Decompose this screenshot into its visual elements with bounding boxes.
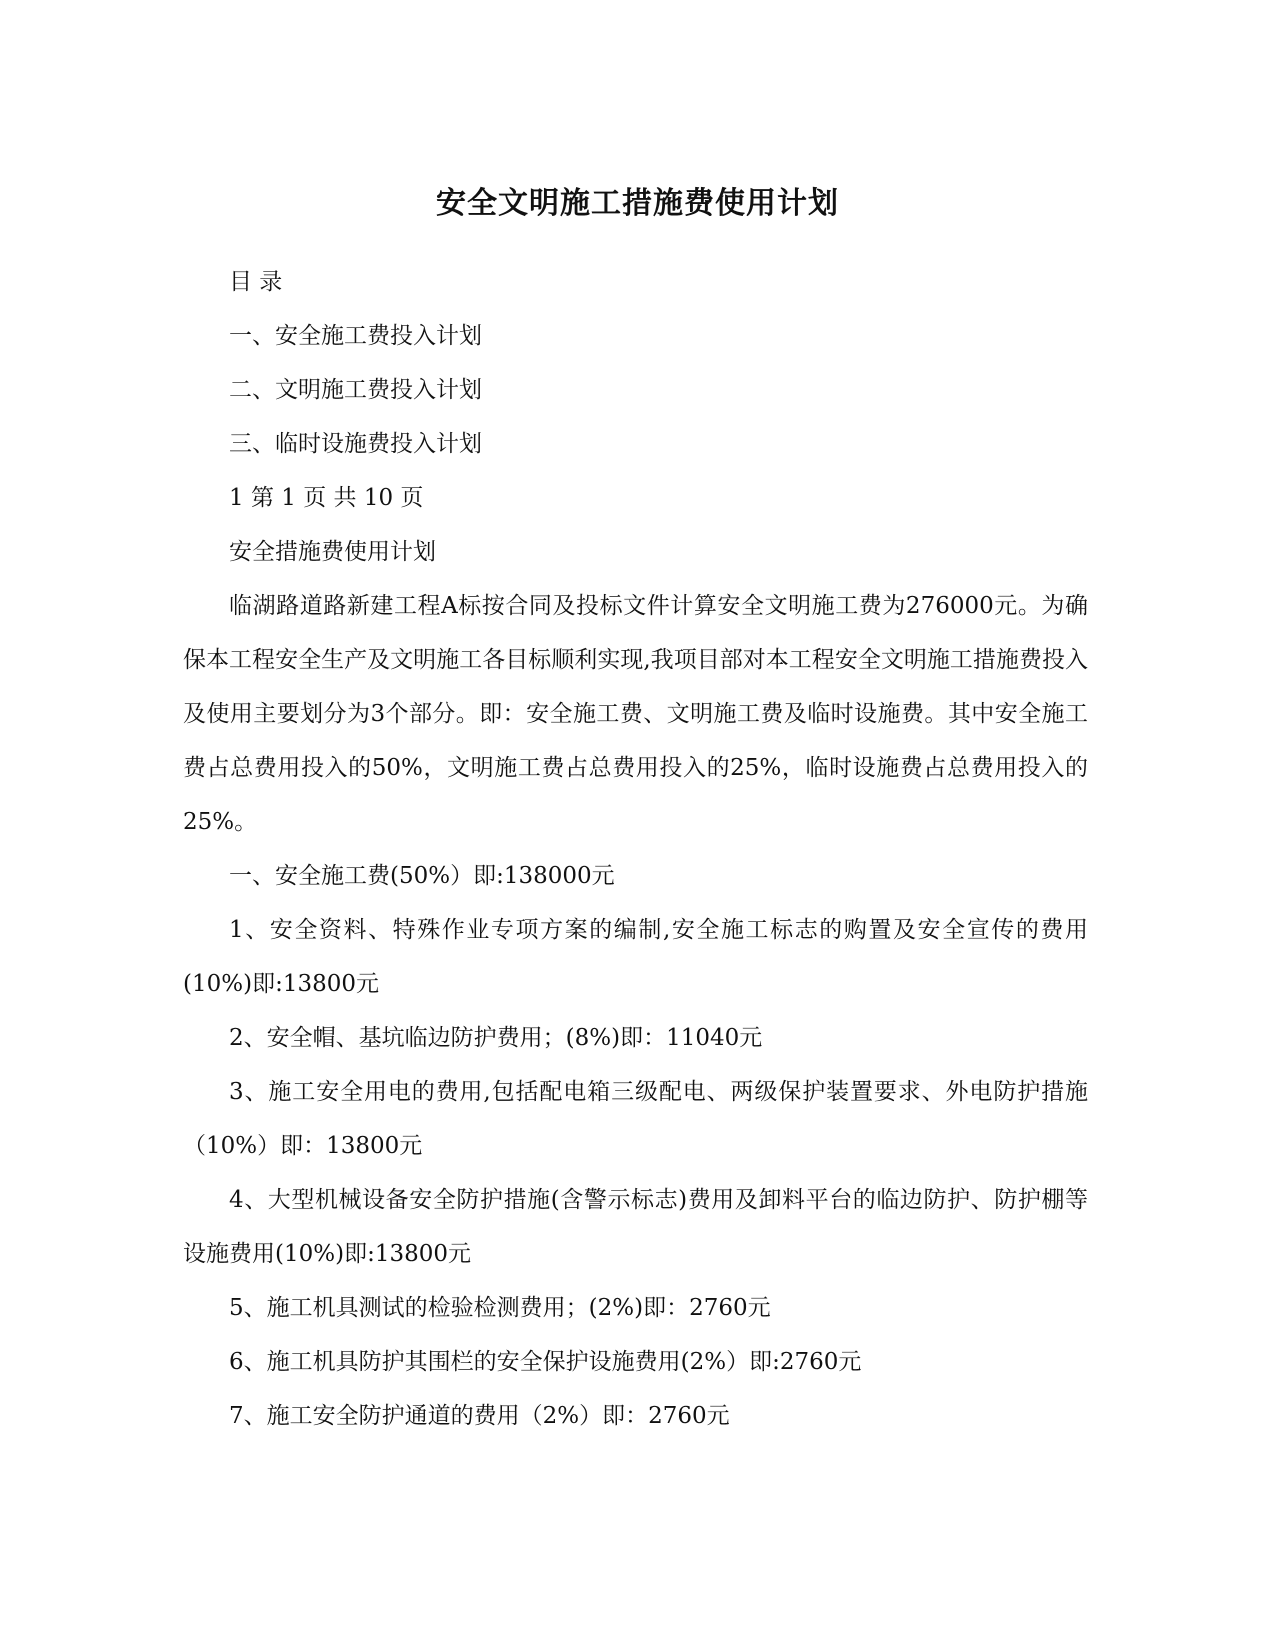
section1-heading: 一、安全施工费(50%）即:138000元 — [229, 863, 615, 889]
list-item: 5、施工机具测试的检验检测费用；(2%)即：2760元 — [229, 1295, 771, 1321]
document-body — [183, 255, 1088, 1443]
section-title: 安全措施费使用计划 — [229, 539, 436, 565]
toc-item: 一、安全施工费投入计划 — [229, 323, 482, 349]
intro-paragraph: 临湖路道路新建工程A标按合同及投标文件计算安全文明施工费为276000元。为确保本工程安全生产及文明施工各目标顺利实现,我项目部对本工程安全文明施工措施费投入及使用主要划分为3个部分。即：安全施工费、文明施工费及临时设施费。其中安全施工费占总费用投入的50%，文明施工费占总费用投入的25%，临时设施费占总费用投入的25%。 — [183, 593, 1088, 835]
document-title: 安全文明施工措施费使用计划 — [436, 186, 839, 221]
list-item: 3、施工安全用电的费用,包括配电箱三级配电、两级保护装置要求、外电防护措施（10%）即：13800元 — [183, 1079, 1088, 1159]
list-item: 1、安全资料、特殊作业专项方案的编制,安全施工标志的购置及安全宣传的费用(10%)即:13800元 — [183, 917, 1088, 997]
toc-heading: 目 录 — [229, 269, 283, 295]
list-item: 4、大型机械设备安全防护措施(含警示标志)费用及卸料平台的临边防护、防护棚等设施费用(10%)即:13800元 — [183, 1187, 1088, 1267]
list-item: 6、施工机具防护其围栏的安全保护设施费用(2%）即:2760元 — [229, 1349, 862, 1375]
list-item: 2、安全帽、基坑临边防护费用；(8%)即：11040元 — [229, 1025, 763, 1051]
list-item: 7、施工安全防护通道的费用（2%）即：2760元 — [229, 1403, 730, 1429]
page-marker: 1 第 1 页 共 10 页 — [229, 485, 424, 511]
toc-item: 三、临时设施费投入计划 — [229, 431, 482, 457]
toc-item: 二、文明施工费投入计划 — [229, 377, 482, 403]
